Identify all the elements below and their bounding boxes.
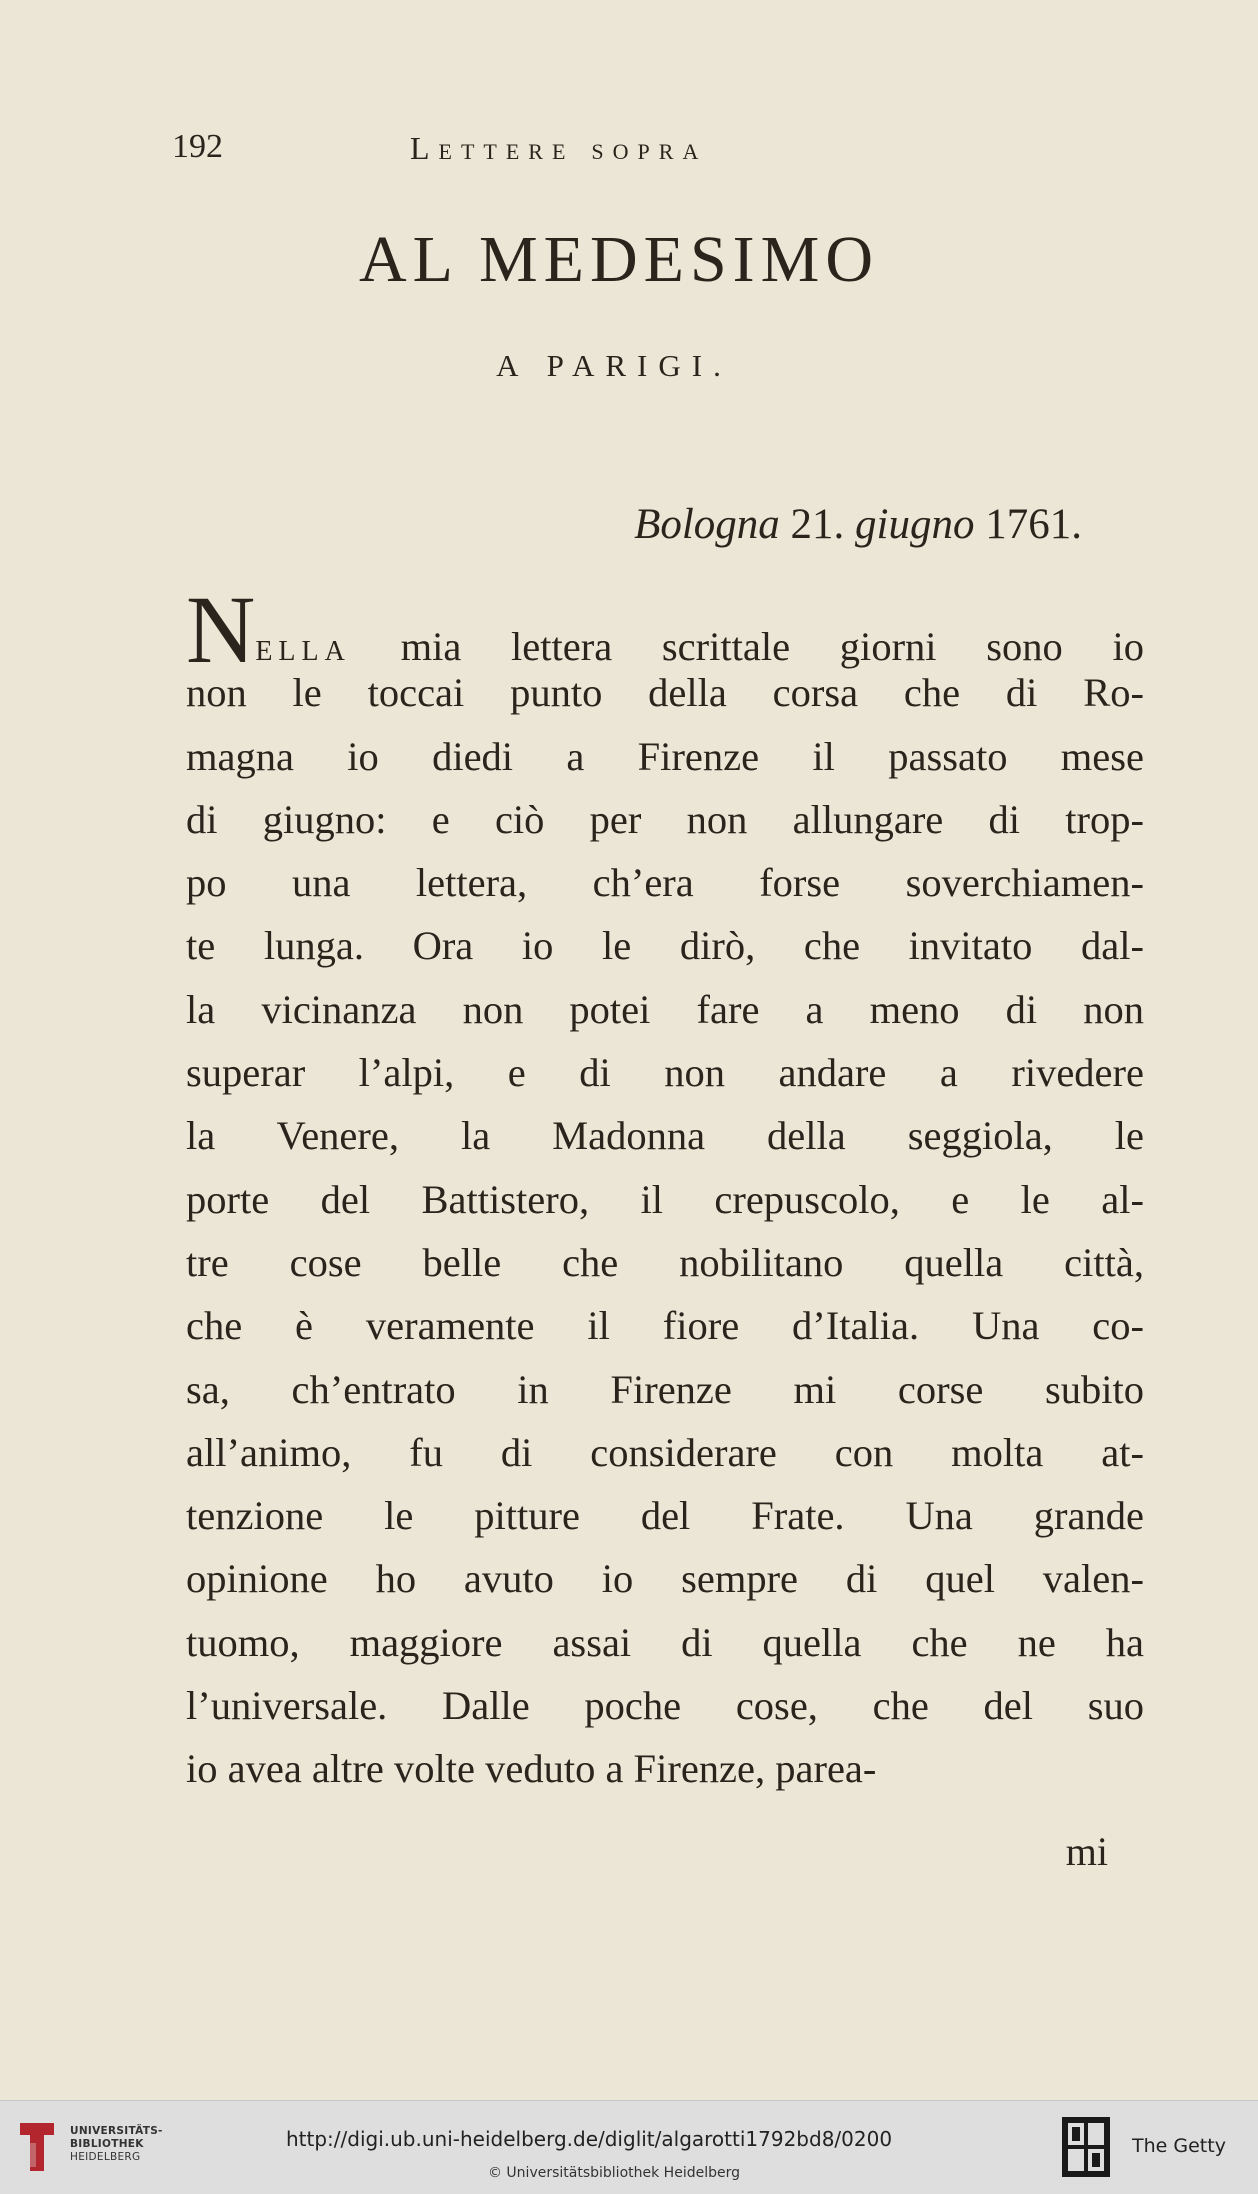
text-line: superar l’alpi, e di non andare a rivedere [186,1050,1144,1096]
university-library-name: UNIVERSITÄTS- BIBLIOTHEK HEIDELBERG [70,2125,163,2163]
dateline-month: giugno [855,501,975,548]
text-line: non le toccai punto della corsa che di Ro- [186,670,1144,716]
letter-body [186,576,1144,1801]
permalink-url[interactable]: http://digi.ub.uni-heidelberg.de/diglit/algarotti1792bd8/0200 [286,2127,893,2151]
dateline-year: 1761. [985,501,1082,548]
text-line: tuomo, maggiore assai di quella che ne ha [186,1619,1144,1665]
letter-heading: AL MEDESIMO [358,223,880,296]
text-line: che è veramente il fiore d’Italia. Una co- [186,1303,1144,1349]
line-text: mia lettera scrittale giorni sono io [400,624,1144,669]
dateline-day: 21. [790,501,845,548]
running-head [172,128,1072,178]
text-line: opinione ho avuto io sempre di quel valen- [186,1556,1144,1602]
first-word-rest: ella [255,624,351,669]
text-line: la Venere, la Madonna della seggiola, le [186,1113,1144,1159]
text-line: magna io diedi a Firenze il passato mese [186,733,1144,779]
page-number: 192 [172,128,223,165]
text-line: po una lettera, ch’era forse soverchiamen- [186,860,1144,906]
running-title: Lettere sopra [410,130,708,166]
dateline [634,500,1082,549]
text-line: la vicinanza non potei fare a meno di non [186,986,1144,1032]
dateline-place: Bologna [634,501,780,548]
text-line: io avea altre volte veduto a Firenze, parea- [186,1746,877,1792]
text-line [186,576,1144,683]
copyright-notice: © Universitätsbibliothek Heidelberg [487,2165,740,2181]
getty-logo-icon [1060,2115,1112,2179]
text-line: sa, ch’entrato in Firenze mi corse subito [186,1366,1144,1412]
text-line: tenzione le pitture del Frate. Una grande [186,1493,1144,1539]
text-line: l’universale. Dalle poche cose, che del suo [186,1683,1144,1729]
text-line: di giugno: e ciò per non allungare di trop- [186,796,1144,842]
text-line: te lunga. Ora io le dirò, che invitato dal- [186,923,1144,969]
drop-cap: N [186,576,256,683]
text-line: all’animo, fu di considerare con molta at- [186,1429,1144,1475]
letter-subheading: A PARIGI. [496,348,732,383]
viewer-footer [0,2100,1258,2194]
getty-label: The Getty [1132,2135,1226,2157]
text-line: porte del Battistero, il crepuscolo, e le al- [186,1176,1144,1222]
catchword: mi [1065,1829,1108,1874]
text-line: tre cose belle che nobilitano quella città, [186,1239,1144,1285]
